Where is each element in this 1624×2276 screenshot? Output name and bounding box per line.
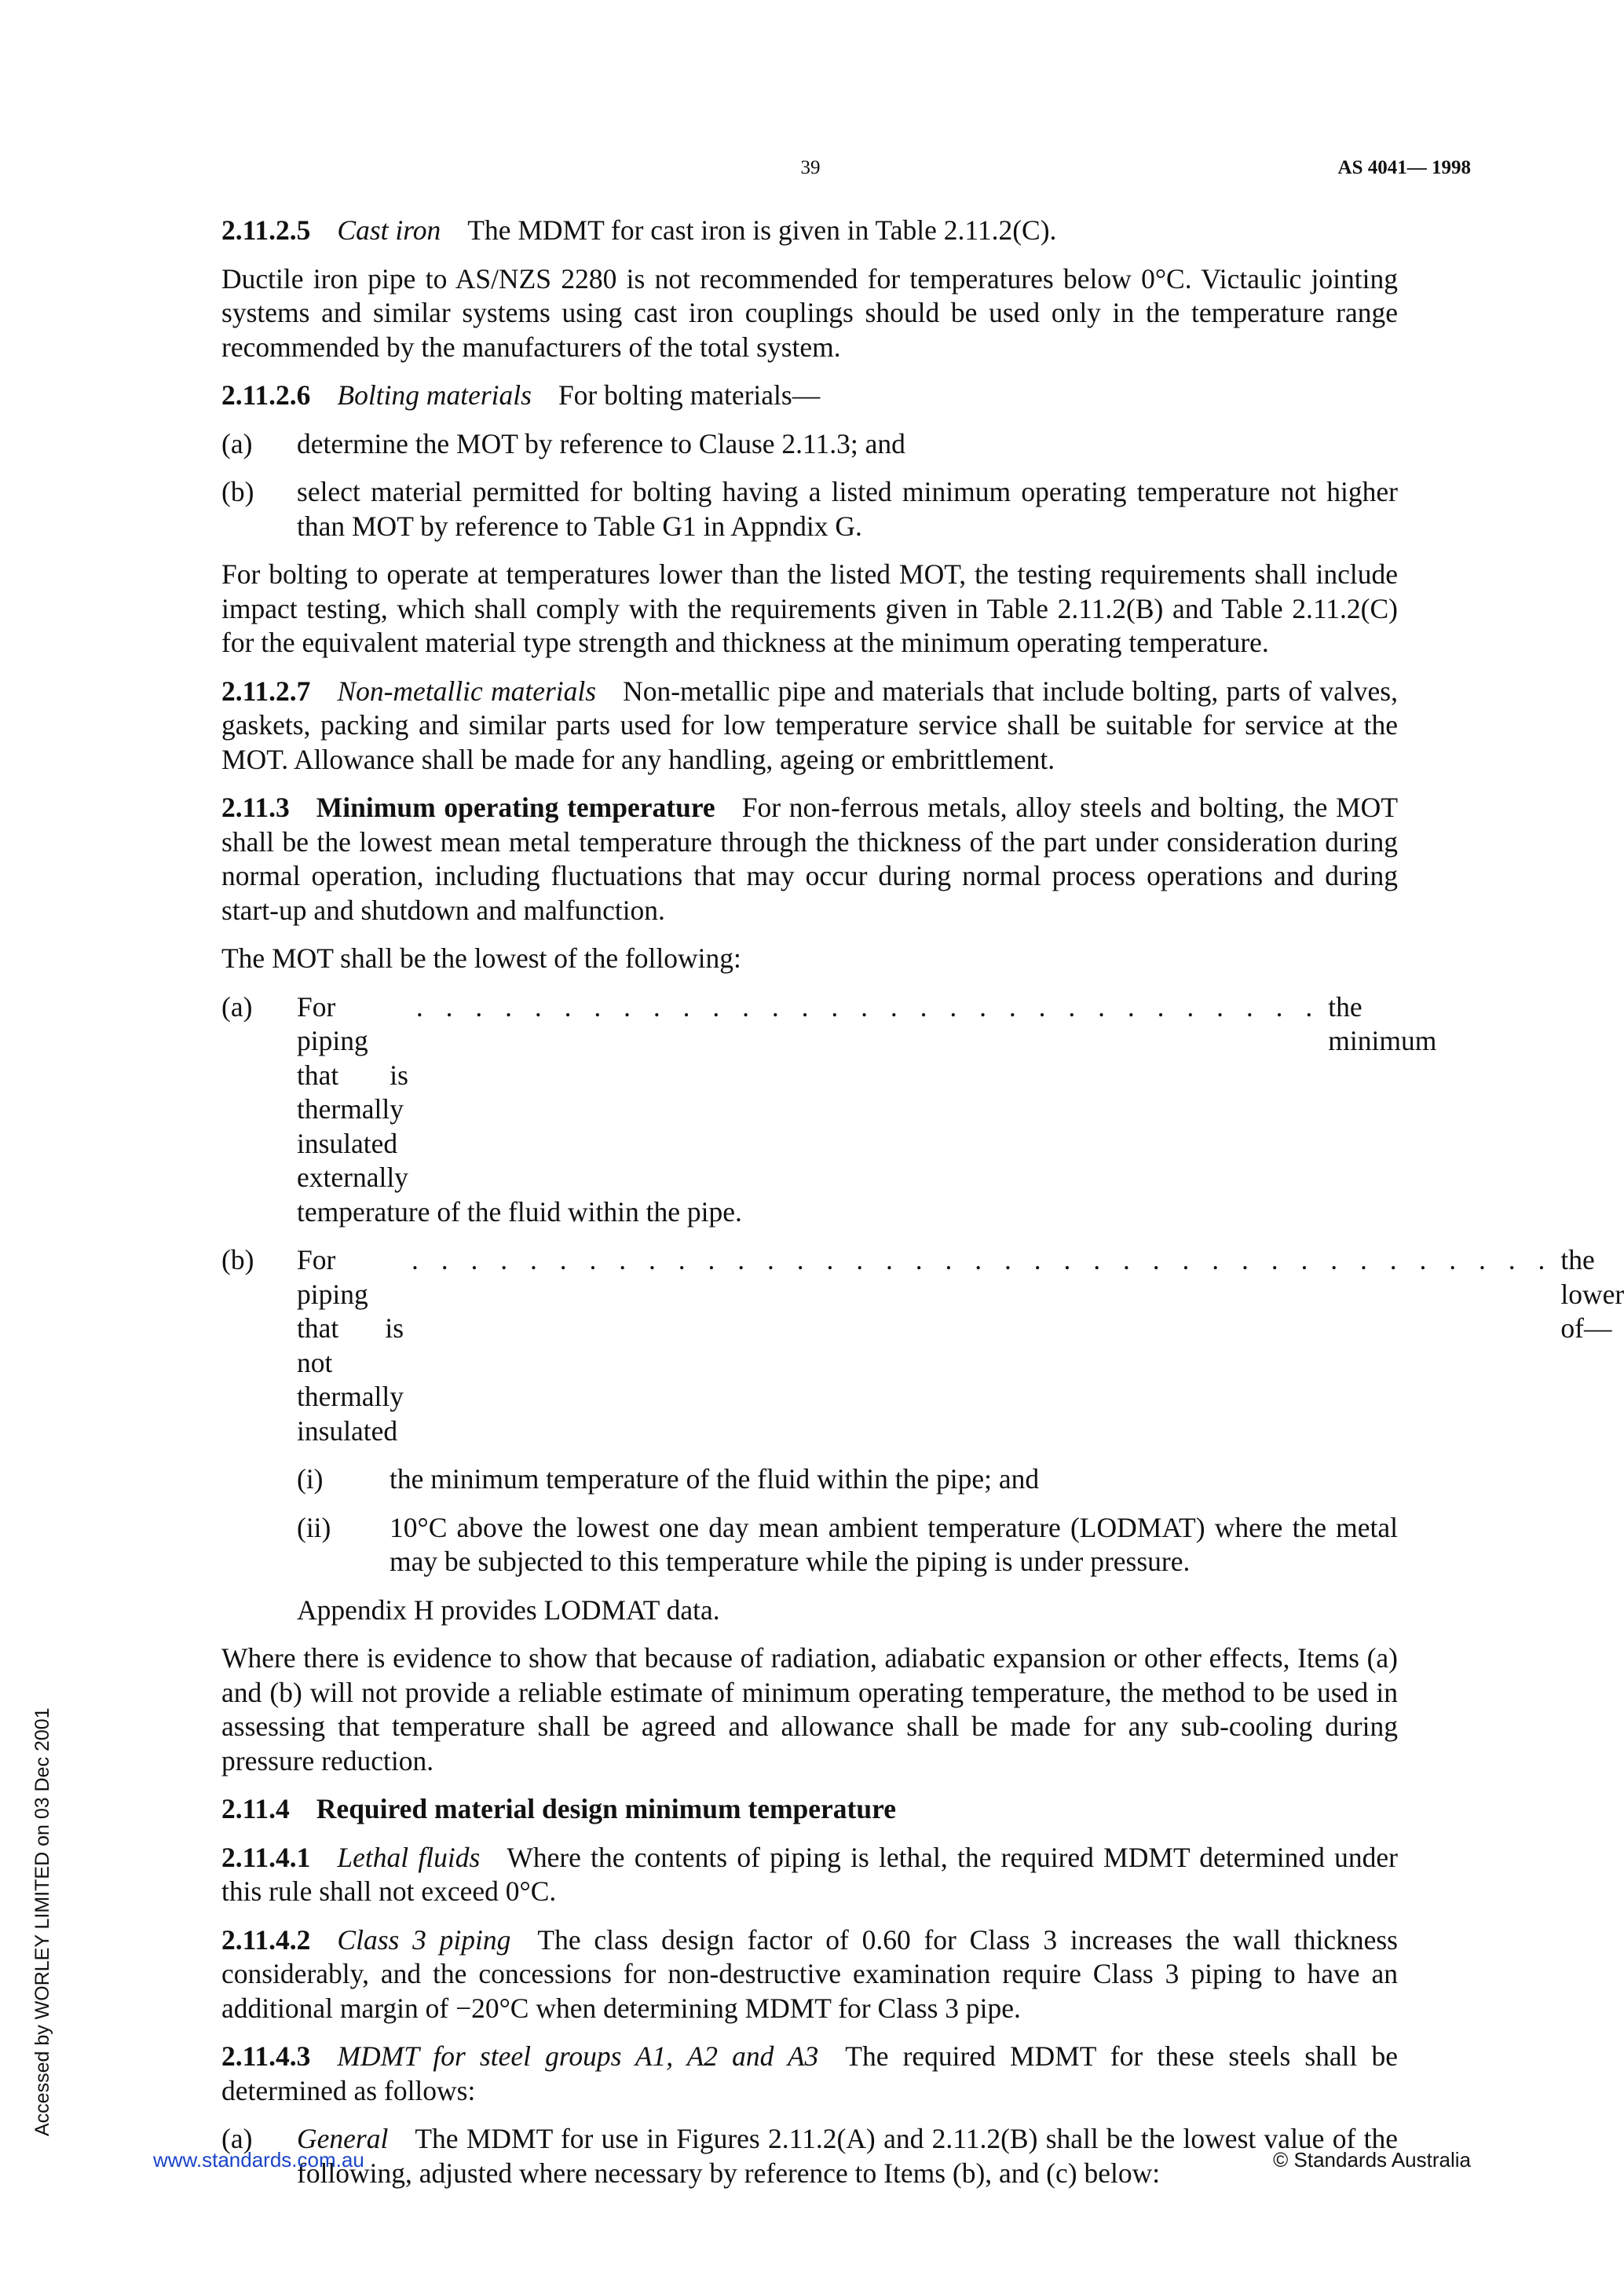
clause-2-11-3 <box>221 791 1398 928</box>
item-label: (a) <box>221 427 253 459</box>
paragraph-bolting-lower-temperature: For bolting to operate at temperatures lower than the listed MOT, the testing requirements shall include impact testing, which shall comply with the requirements given in Table 2.11.2(B) and Table 2.11.2(C) for the equivalent material type strength and thickness at the minimum operating temperature. <box>221 558 1398 658</box>
leader-line <box>297 990 1437 1195</box>
clause-title: Class 3 piping <box>337 1923 511 1956</box>
clause-number: 2.11.4.2 <box>221 1923 311 1956</box>
clause-number: 2.11.4 <box>221 1793 290 1824</box>
item-result: the minimum <box>1328 990 1437 1056</box>
leader-dots: . . . . . . . . . . . . . . . . . . . . . . . . . . . . . . . <box>415 990 1321 1023</box>
clause-2-11-4 <box>221 1792 1398 1827</box>
clause-title: Minimum operating temperature <box>316 792 715 823</box>
item-label: (b) <box>221 1244 254 1275</box>
clause-number: 2.11.3 <box>221 792 290 823</box>
footer-copyright: © Standards Australia <box>1273 2148 1471 2172</box>
item-label: (a) <box>221 990 253 1023</box>
clause-title: Non-metallic materials <box>337 675 597 707</box>
clause-2-11-2-6 <box>221 379 1398 413</box>
clause-title: Bolting materials <box>337 379 532 411</box>
sub-item-label: (ii) <box>297 1511 331 1543</box>
sub-item-label: (i) <box>297 1463 324 1495</box>
clause-text: The class design factor of 0.60 for Class 3 increases the wall thickness considerably, and the concessions for non-destructive examination require Class 3 piping to have an additional margin of −20°C when determining MDMT for Class 3 pipe. <box>221 1923 1398 2024</box>
item-text: select material permitted for bolting having a listed minimum operating temperature not higher than MOT by reference to Table G1 in Appndix G. <box>297 476 1398 542</box>
list-item-bolting-b <box>221 475 1398 543</box>
paragraph-evidence: Where there is evidence to show that because of radiation, adiabatic expansion or other effects, Items (a) and (b) will not provide a reliable estimate of minimum operating temperature, the method to be used in assessing that temperature shall be agreed and allowance shall be made for any sub-cooling during pressure reduction. <box>221 1642 1398 1777</box>
footer-url-link[interactable]: www.standards.com.au <box>153 2148 364 2172</box>
clause-title: Required material design minimum temperature <box>316 1793 896 1824</box>
clause-text: Non-metallic pipe and materials that include bolting, parts of valves, gaskets, packing and similar parts used for low temperature service shall be suitable for service at the MOT. Allowance shall be made for any handling, ageing or embrittlement. <box>221 675 1398 775</box>
clause-number: 2.11.4.1 <box>221 1841 311 1873</box>
paragraph-appendix-h: Appendix H provides LODMAT data. <box>297 1594 720 1626</box>
list-item-mot-b <box>221 1243 1624 1448</box>
sub-item-text: the minimum temperature of the fluid within the pipe; and <box>390 1463 1040 1495</box>
list-item-bolting-a <box>221 427 1398 462</box>
item-text: For piping that is not thermally insulated <box>297 1244 404 1447</box>
sub-item-i <box>221 1462 1398 1497</box>
sub-item-text: 10°C above the lowest one day mean ambient temperature (LODMAT) where the metal may be subjected to this temperature while the piping is under pressure. <box>390 1511 1398 1577</box>
clause-text: For non-ferrous metals, alloy steels and bolting, the MOT shall be the lowest mean metal temperature through the thickness of the part under consideration during normal operation, including fluctuations that may occur during normal process operations and during start-up and shutdown and malfunction. <box>221 792 1398 926</box>
clause-title: MDMT for steel groups A1, A2 and A3 <box>337 2040 819 2072</box>
item-continuation: temperature of the fluid within the pipe. <box>297 1195 742 1228</box>
clause-title: Lethal fluids <box>337 1841 481 1873</box>
paragraph-ductile-iron: Ductile iron pipe to AS/NZS 2280 is not recommended for temperatures below 0°C. Victaulic jointing systems and similar systems using cast iron couplings should be used only in the temperature range recommended by the manufacturers of the total system. <box>221 262 1398 363</box>
document-body <box>221 214 1624 2205</box>
clause-number: 2.11.4.3 <box>221 2040 311 2072</box>
item-label: (a) <box>221 2123 253 2154</box>
page-number: 39 <box>800 157 821 178</box>
clause-text: Where the contents of piping is lethal, the required MDMT determined under this rule shall not exceed 0°C. <box>221 1841 1398 1907</box>
item-label: (b) <box>221 476 254 507</box>
leader-line <box>297 1243 1624 1448</box>
item-text: The MDMT for use in Figures 2.11.2(A) and 2.11.2(B) shall be the lowest value of the following, adjusted where necessary by reference to Items (b), and (c) below: <box>297 2123 1398 2189</box>
item-title: General <box>297 2123 389 2154</box>
paragraph-mot-lowest: The MOT shall be the lowest of the following: <box>221 942 741 974</box>
clause-number: 2.11.2.7 <box>221 675 311 707</box>
clause-text: The MDMT for cast iron is given in Table 2.11.2(C). <box>467 214 1057 246</box>
item-result: the lower of— <box>1560 1244 1624 1344</box>
clause-text: The required MDMT for these steels shall be determined as follows: <box>221 2040 1399 2106</box>
access-watermark: Accessed by WORLEY LIMITED on 03 Dec 2001 <box>31 1707 53 2136</box>
clause-title: Cast iron <box>337 214 441 246</box>
item-text: determine the MOT by reference to Clause 2.11.3; and <box>297 427 905 459</box>
clause-number: 2.11.2.5 <box>221 214 311 246</box>
list-item-general <box>221 2122 1398 2190</box>
clause-2-11-4-3 <box>221 2040 1398 2108</box>
sub-item-ii <box>221 1511 1398 1579</box>
clause-text: For bolting materials— <box>558 379 821 411</box>
clause-number: 2.11.2.6 <box>221 379 311 411</box>
clause-2-11-4-2 <box>221 1923 1398 2026</box>
item-text: For piping that is thermally insulated externally <box>297 990 408 1193</box>
list-item-mot-a <box>221 990 1437 1230</box>
clause-2-11-2-5 <box>221 214 1398 248</box>
clause-2-11-2-7 <box>221 675 1398 778</box>
standard-reference: AS 4041— 1998 <box>1337 157 1471 178</box>
leader-dots: . . . . . . . . . . . . . . . . . . . . . . . . . . . . . . . . . . . . . . . <box>411 1244 1553 1275</box>
clause-2-11-4-1 <box>221 1841 1398 1909</box>
